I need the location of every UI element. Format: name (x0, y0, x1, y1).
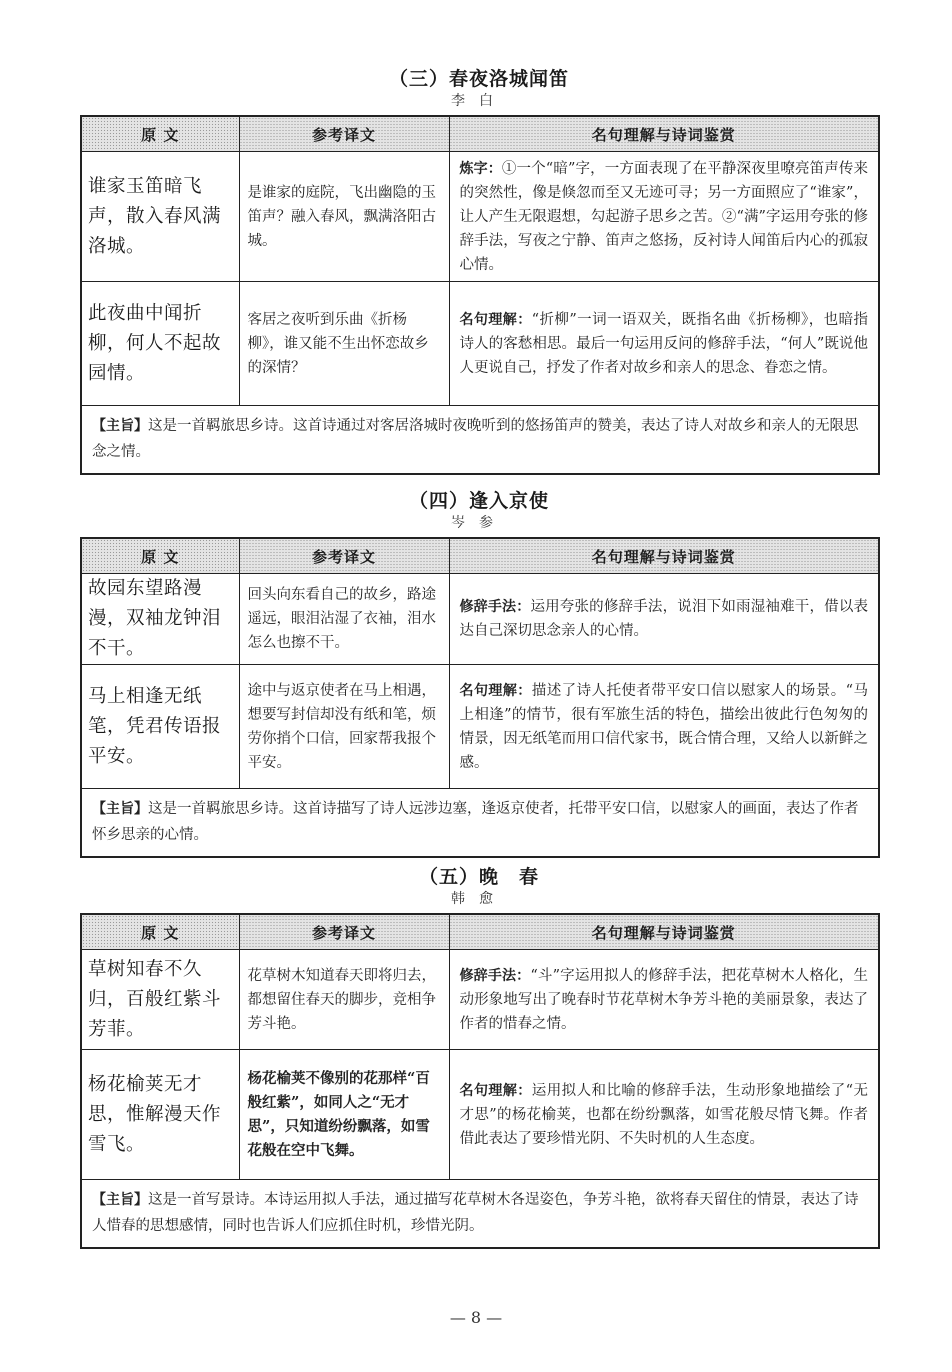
table-row (81, 152, 879, 282)
appreciation-cell (449, 574, 879, 665)
theme-cell (81, 789, 879, 857)
original-text: 草树知春不久归，百般红紫斗芳菲。 (81, 950, 239, 1050)
table-header-row (81, 538, 879, 574)
poem-table (80, 115, 880, 475)
translation-text: 是谁家的庭院，飞出幽隐的玉笛声？融入春风，飘满洛阳古城。 (239, 152, 449, 282)
table-header-row (81, 116, 879, 152)
appreciation-label: 炼字： (459, 160, 502, 177)
translation-text: 花草树木知道春天即将归去，都想留住春天的脚步，竞相争芳斗艳。 (239, 950, 449, 1050)
theme-label: 【主旨】 (92, 418, 148, 435)
appreciation-cell (449, 152, 879, 282)
appreciation-label: 修辞手法： (459, 599, 531, 615)
appreciation-text: 运用夸张的修辞手法，说泪下如雨湿袖难干，借以表达自己深切思念亲人的心情。 (459, 599, 869, 639)
appreciation-label: 名句理解： (459, 311, 532, 328)
appreciation-text: “折柳”一词一语双关，既指名曲《折杨柳》，也暗指诗人的客愁相思。最后一句运用反问的修辞手法，“何人”既说他人更说自己，抒发了作者对故乡和亲人的思念、眷恋之情。 (459, 311, 869, 376)
original-text: 马上相逢无纸笔，凭君传语报平安。 (81, 665, 239, 789)
original-text: 故园东望路漫漫，双袖龙钟泪不干。 (81, 574, 239, 665)
appreciation-text: ①一个“暗”字，一方面表现了在平静深夜里嘹亮笛声传来的突然性，像是倏忽而至又无迹可寻；另一方面照应了“谁家”，让人产生无限遐想，勾起游子思乡之苦。②“满”字运用夸张的修辞手法，写夜之宁静、笛声之悠扬，反衬诗人闻笛后内心的孤寂心情。 (459, 160, 869, 273)
appreciation-text: 运用拟人和比喻的修辞手法，生动形象地描绘了“无才思”的杨花榆荚，也都在纷纷飘落，如雪花般尽情飞舞。作者借此表达了要珍惜光阴、不失时机的人生态度。 (459, 1082, 869, 1147)
translation-text: 回头向东看自己的故乡，路途遥远，眼泪沾湿了衣袖，泪水怎么也擦不干。 (239, 574, 449, 665)
translation-text: 杨花榆荚不像别的花那样“百般红紫”，如同人之“无才思”，只知道纷纷飘落，如雪花般在空中飞舞。 (239, 1050, 449, 1180)
theme-cell (81, 1180, 879, 1248)
poem-section-1 (80, 66, 878, 475)
table-row (81, 1050, 879, 1180)
poem-title: （五）晚 春 (418, 866, 539, 888)
header-original: 原 文 (81, 914, 239, 950)
table-header-row (81, 914, 879, 950)
theme-label: 【主旨】 (92, 1192, 148, 1209)
theme-text: 这是一首写景诗。本诗运用拟人手法，通过描写花草树木各逞姿色，争芳斗艳，欲将春天留住的情景，表达了诗人惜春的思想感情，同时也告诉人们应抓住时机，珍惜光阴。 (92, 1192, 859, 1235)
header-original: 原 文 (81, 538, 239, 574)
theme-text: 这是一首羁旅思乡诗。这首诗通过对客居洛城时夜晚听到的悠扬笛声的赞美，表达了诗人对故乡和亲人的无限思念之情。 (92, 418, 859, 461)
table-row (81, 665, 879, 789)
poem-title: （三）春夜洛城闻笛 (388, 68, 569, 90)
header-appreciation: 名句理解与诗词鉴赏 (449, 116, 879, 152)
poem-author: 韩愈 (451, 891, 507, 907)
theme-row (81, 406, 879, 474)
appreciation-cell (449, 665, 879, 789)
original-text: 此夜曲中闻折柳，何人不起故园情。 (81, 282, 239, 406)
appreciation-label: 名句理解： (459, 1082, 532, 1099)
header-original: 原 文 (81, 116, 239, 152)
table-row (81, 282, 879, 406)
appreciation-cell (449, 282, 879, 406)
theme-text: 这是一首羁旅思乡诗。这首诗描写了诗人远涉边塞，逢返京使者，托带平安口信，以慰家人的画面，表达了作者怀乡思亲的心情。 (92, 801, 859, 844)
header-translation: 参考译文 (239, 538, 449, 574)
header-translation: 参考译文 (239, 116, 449, 152)
theme-row (81, 1180, 879, 1248)
poem-section-2 (80, 488, 878, 858)
appreciation-label: 名句理解： (459, 682, 532, 699)
poem-table (80, 537, 880, 858)
header-translation: 参考译文 (239, 914, 449, 950)
poem-author: 岑参 (451, 515, 507, 531)
appreciation-label: 修辞手法： (459, 967, 531, 984)
theme-cell (81, 406, 879, 474)
poem-section-3 (80, 864, 878, 1249)
header-appreciation: 名句理解与诗词鉴赏 (449, 538, 879, 574)
poem-table (80, 913, 880, 1249)
theme-label: 【主旨】 (92, 801, 148, 818)
theme-row (81, 789, 879, 857)
header-appreciation: 名句理解与诗词鉴赏 (449, 914, 879, 950)
appreciation-cell (449, 950, 879, 1050)
appreciation-cell (449, 1050, 879, 1180)
original-text: 杨花榆荚无才思，惟解漫天作雪飞。 (81, 1050, 239, 1180)
poem-author: 李白 (451, 93, 507, 109)
original-text: 谁家玉笛暗飞声，散入春风满洛城。 (81, 152, 239, 282)
translation-text: 客居之夜听到乐曲《折杨柳》，谁又能不生出怀恋故乡的深情？ (239, 282, 449, 406)
translation-text: 途中与返京使者在马上相遇，想要写封信却没有纸和笔，烦劳你捎个口信，回家帮我报个平安。 (239, 665, 449, 789)
appreciation-text: “斗”字运用拟人的修辞手法，把花草树木人格化，生动形象地写出了晚春时节花草树木争芳斗艳的美丽景象，表达了作者的惜春之情。 (459, 967, 869, 1032)
table-row (81, 574, 879, 665)
table-row (81, 950, 879, 1050)
page-number: — 8 — (449, 1308, 503, 1327)
appreciation-text: 描述了诗人托使者带平安口信以慰家人的场景。“马上相逢”的情节，很有军旅生活的特色，描绘出彼此行色匆匆的情景，因无纸笔而用口信代家书，既合情合理，又给人以新鲜之感。 (459, 682, 869, 771)
poem-title: （四）逢入京使 (408, 490, 549, 512)
